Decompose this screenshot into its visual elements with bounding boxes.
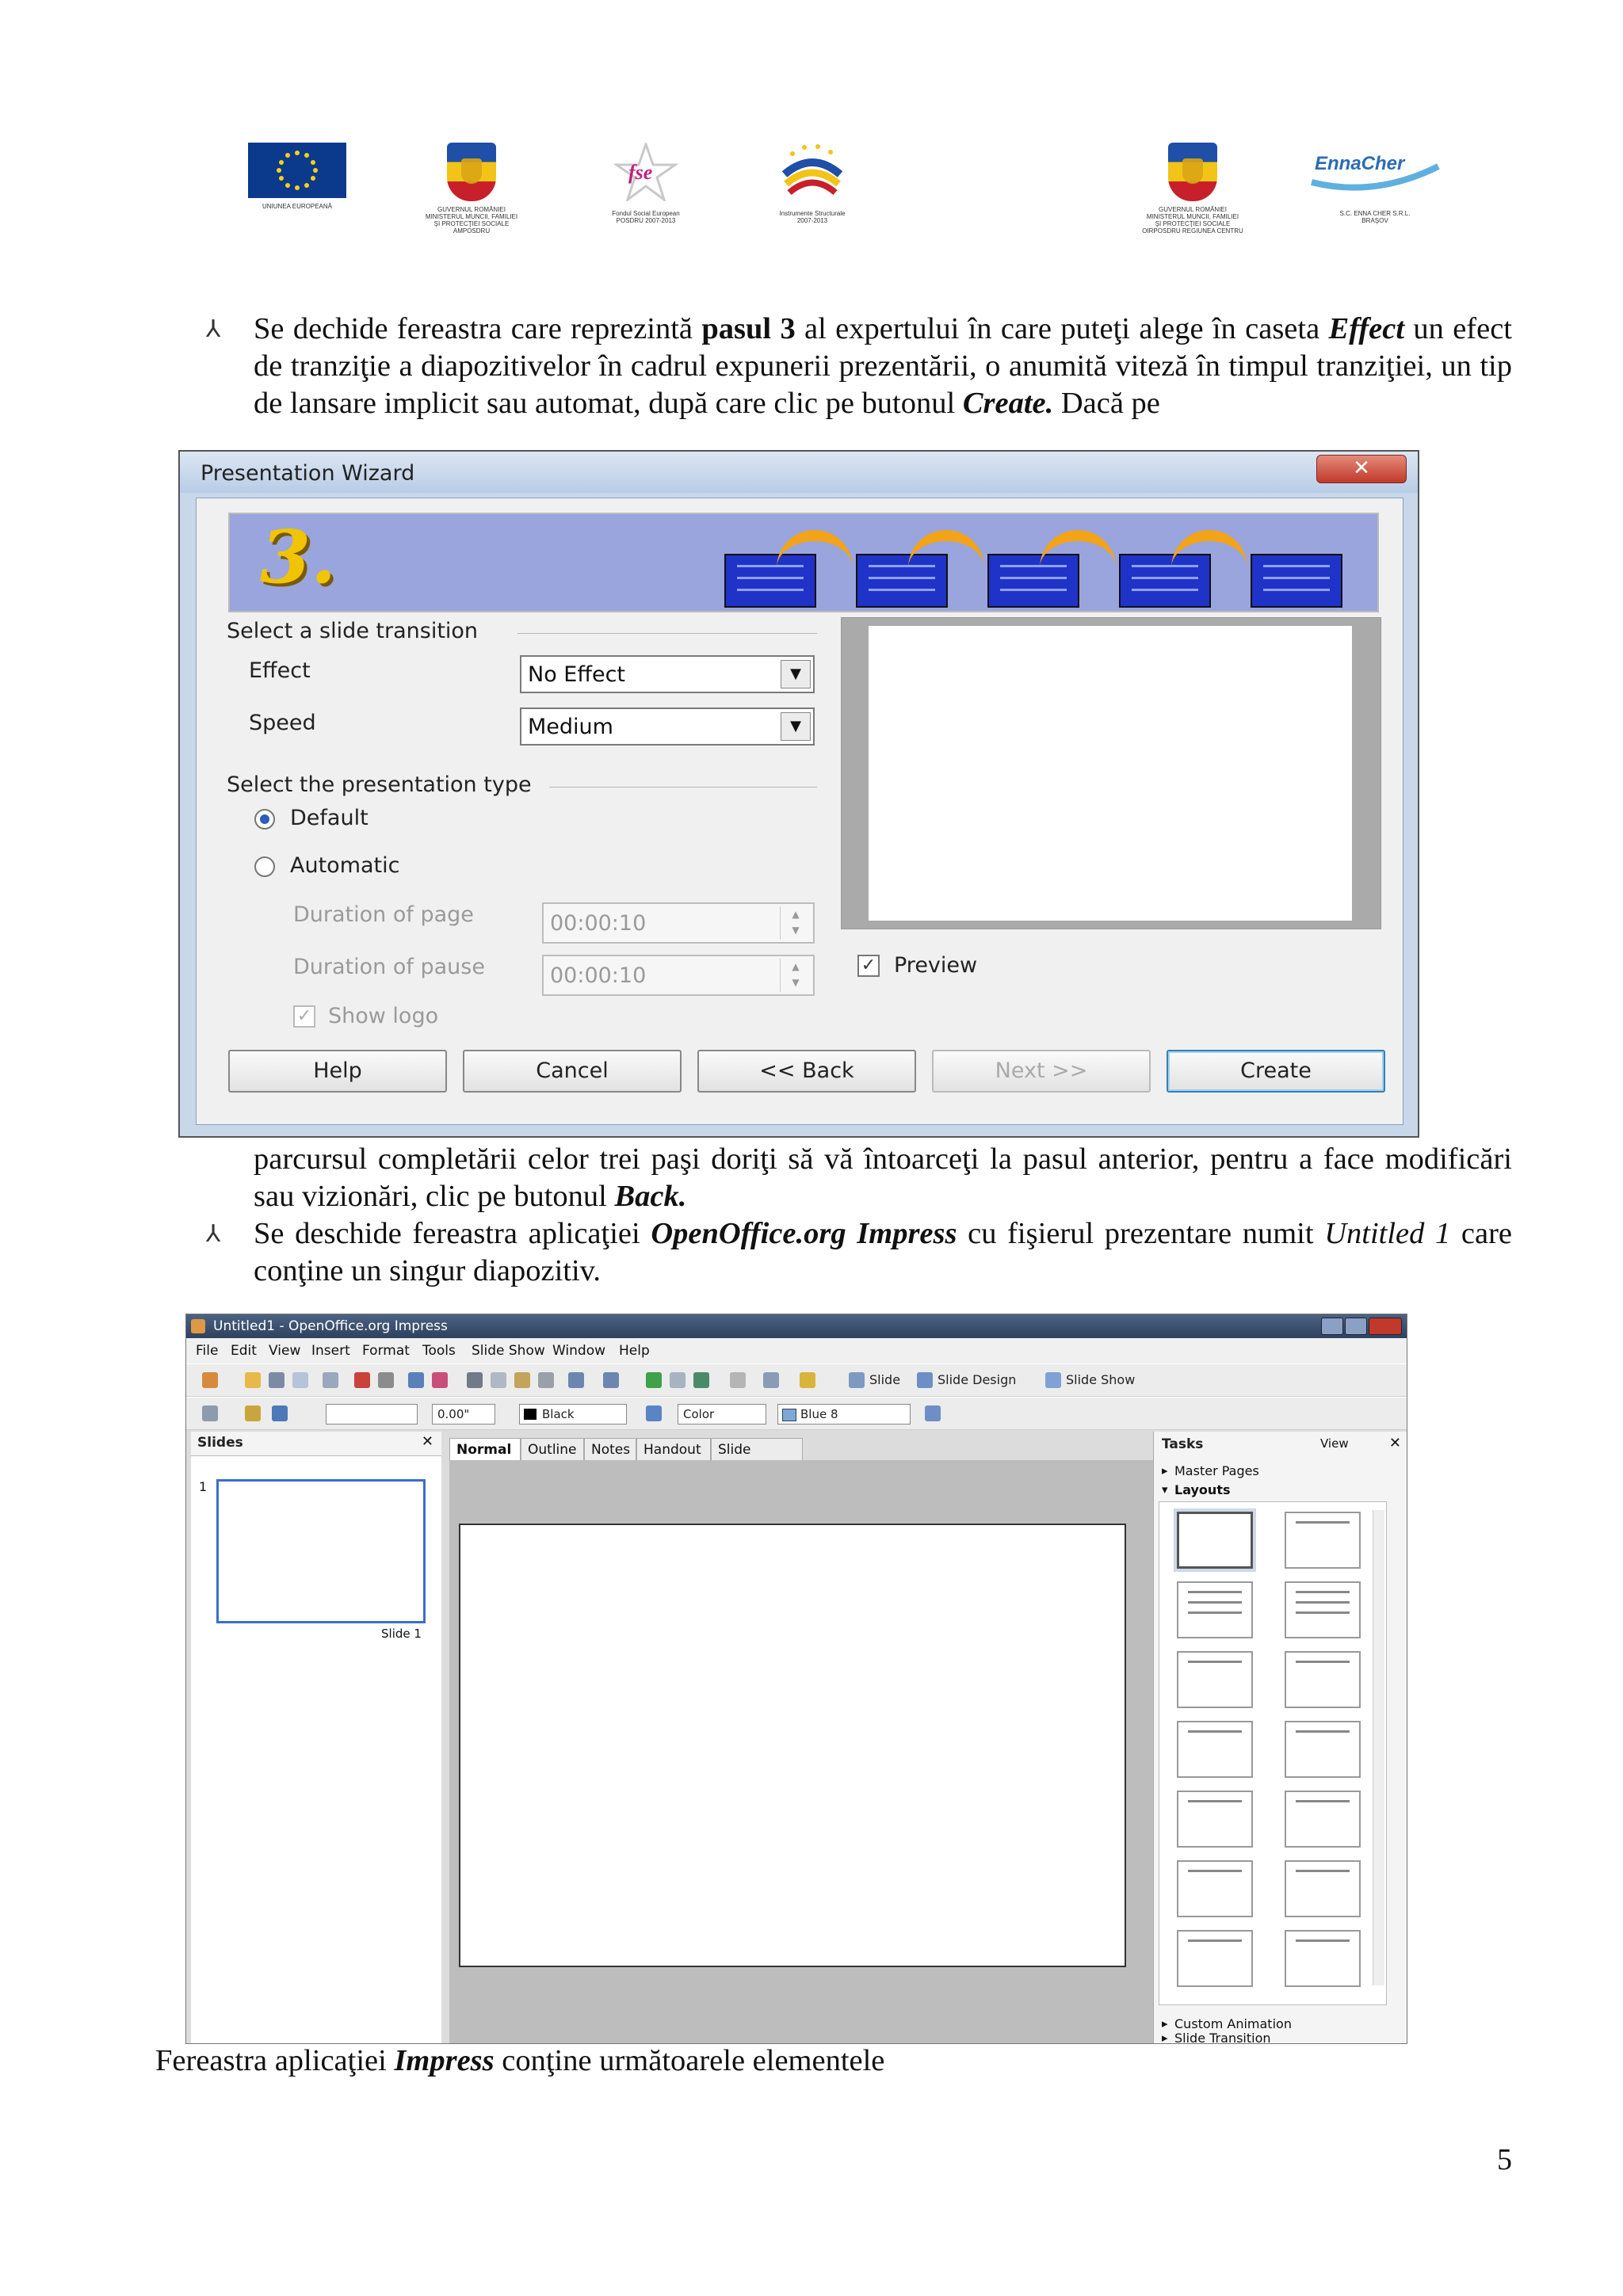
- menu-insert[interactable]: Insert: [311, 1343, 350, 1359]
- chevron-down-icon[interactable]: ▾: [1162, 1482, 1168, 1497]
- show-logo-checkbox[interactable]: ✓: [293, 1005, 315, 1028]
- impress-title: Untitled1 - OpenOffice.org Impress: [213, 1318, 448, 1334]
- layout-title-content[interactable]: [1177, 1581, 1253, 1638]
- structural-instruments-icon: [777, 143, 848, 201]
- cut-icon[interactable]: [467, 1372, 483, 1388]
- fse-star-icon: [614, 143, 678, 201]
- help-icon[interactable]: [800, 1372, 815, 1388]
- section-type-heading: Select the presentation type: [227, 772, 532, 797]
- menu-edit[interactable]: Edit: [231, 1343, 257, 1359]
- arrow-icon: [1040, 530, 1116, 582]
- text: Se dechide fereastra care reprezintă: [254, 312, 702, 345]
- close-button[interactable]: [1369, 1318, 1402, 1335]
- coat-of-arms-icon: [1168, 143, 1217, 201]
- paragraph-impress-elements: [155, 2042, 1503, 2080]
- duration-page-label: Duration of page: [293, 902, 474, 927]
- copy-icon[interactable]: [491, 1372, 506, 1388]
- master-pages-section[interactable]: Master Pages: [1174, 1463, 1259, 1478]
- menu-file[interactable]: File: [196, 1343, 219, 1359]
- arrow-icon: [908, 530, 984, 582]
- slide-thumbnail[interactable]: [216, 1479, 426, 1623]
- chevron-down-icon[interactable]: ▼: [781, 660, 811, 688]
- navigator-icon[interactable]: [693, 1372, 709, 1388]
- section-transition-heading: Select a slide transition: [227, 619, 479, 643]
- dialog-body: [196, 498, 1403, 1125]
- undo-icon[interactable]: [568, 1372, 584, 1388]
- chevron-right-icon[interactable]: ▸: [1162, 1463, 1168, 1478]
- edit-file-icon[interactable]: [323, 1372, 338, 1388]
- paragraph-back-info: [254, 1141, 1512, 1215]
- logo-caption: UNIUNEA EUROPEANĂ: [262, 203, 333, 210]
- minimize-button[interactable]: [1321, 1318, 1343, 1335]
- menu-tools[interactable]: Tools: [422, 1343, 456, 1359]
- text: Fereastra aplicaţiei: [155, 2044, 395, 2077]
- slide-icon: [1251, 554, 1342, 608]
- chart-icon[interactable]: [646, 1372, 662, 1388]
- effect-value: No Effect: [528, 662, 626, 687]
- logo-caption: S.C. ENNA CHER S.R.L. BRAŞOV: [1339, 210, 1411, 224]
- tab-normal[interactable]: Normal: [449, 1438, 521, 1460]
- effect-dropdown[interactable]: [520, 655, 815, 693]
- default-label: Default: [290, 806, 369, 830]
- paragraph-step3-intro: [254, 311, 1512, 422]
- text: un efect de tranziţie a diapozitivelor în cadrul expunerii prezentării, o anumită viteză în timpul tranziţiei, un tip de lansare implicit sau automat, după care clic pe butonul: [254, 312, 1512, 420]
- layout-title-2-content[interactable]: [1285, 1581, 1361, 1638]
- tab-outline[interactable]: Outline: [521, 1438, 584, 1460]
- cancel-button[interactable]: Cancel: [463, 1050, 682, 1093]
- duration-page-value: 00:00:10: [550, 911, 647, 936]
- ennacher-swoosh-icon: [1304, 143, 1446, 201]
- bold-italic-text: OpenOffice.org Impress: [651, 1217, 957, 1250]
- tasks-pane: [1153, 1432, 1407, 2043]
- layout-image-text[interactable]: [1177, 1791, 1253, 1848]
- back-button[interactable]: << Back: [697, 1050, 916, 1093]
- text: Dacă pe: [1053, 387, 1160, 420]
- section-divider: [517, 633, 817, 634]
- arrow-icon: [777, 530, 853, 582]
- next-button[interactable]: Next >>: [932, 1050, 1151, 1093]
- default-radio[interactable]: [254, 809, 275, 830]
- eu-flag-icon: [248, 143, 346, 198]
- effect-label: Effect: [249, 658, 311, 683]
- menu-view[interactable]: View: [269, 1343, 301, 1359]
- bold-italic-text: Back.: [614, 1180, 687, 1213]
- wizard-step-banner: [228, 513, 1379, 612]
- paragraph-impress-opens: [254, 1215, 1512, 1290]
- line-style-icon[interactable]: [245, 1405, 261, 1421]
- paste-icon[interactable]: [514, 1372, 530, 1388]
- line-style-select[interactable]: [326, 1404, 418, 1425]
- arrow-style-icon[interactable]: [272, 1405, 288, 1421]
- impress-app-icon: [191, 1319, 205, 1333]
- new-icon[interactable]: [202, 1372, 218, 1388]
- logo-caption: Instrumente Structurale 2007-2013: [779, 210, 846, 224]
- duration-pause-field[interactable]: [542, 955, 815, 996]
- chevron-down-icon[interactable]: ▼: [781, 712, 811, 741]
- chevron-right-icon[interactable]: ▸: [1162, 2031, 1168, 2044]
- slide-thumbnail-label: Slide 1: [381, 1627, 422, 1641]
- ro-crest-ministry-logo: [400, 143, 543, 235]
- layout-title-table[interactable]: [1285, 1721, 1361, 1778]
- preview-area: [841, 617, 1381, 929]
- spin-arrows-icon[interactable]: ▲ ▼: [780, 959, 811, 992]
- line-width-field[interactable]: 0.00": [432, 1404, 495, 1425]
- dialog-title: Presentation Wizard: [200, 461, 415, 486]
- format-paintbrush-icon[interactable]: [538, 1372, 554, 1388]
- export-pdf-icon[interactable]: [354, 1372, 370, 1388]
- text: conţine următoarele elementele: [494, 2044, 885, 2077]
- bold-italic-text: Impress: [394, 2044, 495, 2077]
- bold-text: pasul 3: [701, 312, 796, 345]
- save-icon[interactable]: [269, 1372, 285, 1388]
- ennacher-wordmark: EnnaCher: [1315, 153, 1405, 174]
- speed-dropdown[interactable]: [520, 707, 815, 746]
- layout-text-image[interactable]: [1177, 1860, 1253, 1917]
- tasks-pane-title: Tasks: [1162, 1436, 1204, 1452]
- duration-page-field[interactable]: [542, 902, 815, 944]
- text: Se deschide fereastra aplicaţiei: [254, 1217, 651, 1250]
- logo-caption: GUVERNUL ROMÂNIEI MINISTERUL MUNCII, FAMILIEI ŞI PROTECŢIEI SOCIALE OIRPOSDRU REGIUNEA CENTRU: [1142, 206, 1243, 235]
- layout-title-slide[interactable]: [1177, 1651, 1253, 1708]
- autospellcheck-icon[interactable]: [432, 1372, 448, 1388]
- automatic-label: Automatic: [290, 853, 400, 878]
- layouts-section[interactable]: Layouts: [1174, 1482, 1231, 1497]
- close-icon[interactable]: ✕: [421, 1433, 433, 1450]
- tab-notes[interactable]: Notes: [584, 1438, 636, 1460]
- layouts-gallery: [1159, 1501, 1387, 2005]
- tab-slide-sorter[interactable]: Slide: [711, 1438, 803, 1460]
- bullet-icon: ⅄: [206, 1220, 221, 1248]
- slide-design-button[interactable]: Slide Design: [938, 1372, 1017, 1387]
- page-number: 5: [1497, 2143, 1512, 2176]
- section-divider: [549, 787, 817, 788]
- arrow-icon: [1171, 530, 1247, 582]
- slide-canvas[interactable]: [459, 1524, 1126, 1967]
- speed-value: Medium: [528, 715, 613, 739]
- bullet-icon: ⅄: [206, 315, 221, 343]
- logo-caption: Fondul Social European POSDRU 2007-2013: [612, 210, 680, 224]
- layout-title-chart[interactable]: [1177, 1721, 1253, 1778]
- select-arrow-icon[interactable]: [202, 1405, 218, 1421]
- italic-text: Untitled 1: [1324, 1217, 1451, 1250]
- menu-window[interactable]: Window: [552, 1343, 606, 1359]
- create-button[interactable]: Create: [1167, 1050, 1385, 1093]
- slides-pane-title: Slides: [197, 1435, 243, 1451]
- slide-number: 1: [199, 1479, 208, 1494]
- email-icon[interactable]: [292, 1372, 308, 1388]
- custom-animation-section[interactable]: Custom Animation: [1174, 2016, 1292, 2031]
- zoom-icon[interactable]: [763, 1372, 779, 1388]
- fill-color-select[interactable]: Blue 8: [777, 1404, 911, 1425]
- menu-bar: [186, 1338, 1407, 1363]
- slide-transition-section[interactable]: Slide Transition: [1174, 2031, 1271, 2044]
- automatic-radio[interactable]: [254, 856, 275, 877]
- preview-checkbox[interactable]: ✓: [857, 955, 880, 977]
- help-button[interactable]: Help: [228, 1050, 447, 1093]
- fse-mark: fse: [628, 161, 653, 184]
- bold-italic-text: Effect: [1328, 312, 1405, 345]
- open-icon[interactable]: [245, 1372, 261, 1388]
- layout-title-only[interactable]: [1285, 1512, 1361, 1569]
- maximize-button[interactable]: [1345, 1318, 1367, 1335]
- spin-arrows-icon[interactable]: ▲ ▼: [780, 906, 811, 940]
- ro-crest-oirposdru-logo: [1113, 143, 1272, 235]
- text: cu fişierul prezentare numit: [957, 1217, 1325, 1250]
- speed-label: Speed: [249, 711, 316, 735]
- tab-handout[interactable]: Handout: [636, 1438, 711, 1460]
- line-color-select[interactable]: Black: [519, 1404, 627, 1425]
- slide-button[interactable]: Slide: [869, 1372, 901, 1387]
- slide-show-icon[interactable]: [1045, 1372, 1061, 1388]
- preview-label: Preview: [894, 953, 978, 978]
- show-logo-label: Show logo: [328, 1004, 439, 1028]
- new-slide-icon[interactable]: [849, 1372, 865, 1388]
- logo-header: [234, 143, 1454, 254]
- layout-text-chart[interactable]: [1285, 1791, 1361, 1848]
- grid-icon[interactable]: [730, 1372, 746, 1388]
- text: parcursul completării celor trei paşi doriţi să vă întoarceţi la pasul anterior, pentru a face modificări sau vizionări, clic pe butonul: [254, 1142, 1512, 1213]
- menu-help[interactable]: Help: [619, 1343, 650, 1359]
- coat-of-arms-icon: [447, 143, 496, 201]
- step-number: 3.: [260, 514, 337, 600]
- table-icon[interactable]: [670, 1372, 685, 1388]
- presentation-wizard-dialog: [178, 450, 1419, 1138]
- eu-flag-logo: [234, 143, 361, 210]
- area-style-icon[interactable]: [646, 1405, 662, 1421]
- slide-design-icon[interactable]: [917, 1372, 933, 1388]
- shadow-icon[interactable]: [925, 1405, 941, 1421]
- redo-icon[interactable]: [603, 1372, 619, 1388]
- slides-pane: [191, 1432, 441, 2043]
- layout-blank[interactable]: [1177, 1512, 1253, 1569]
- line-and-filling-toolbar: [186, 1397, 1407, 1430]
- impress-titlebar: [186, 1314, 1407, 1338]
- duration-pause-label: Duration of pause: [293, 955, 485, 979]
- fill-type-select[interactable]: Color: [678, 1404, 766, 1425]
- duration-pause-value: 00:00:10: [550, 963, 647, 988]
- menu-slide-show[interactable]: Slide Show: [472, 1343, 545, 1359]
- close-icon[interactable]: ✕: [1388, 1435, 1401, 1451]
- fse-logo: [582, 143, 709, 224]
- standard-toolbar: [186, 1363, 1407, 1397]
- print-icon[interactable]: [378, 1372, 394, 1388]
- ennacher-logo: [1296, 143, 1454, 224]
- layout-chart-text[interactable]: [1285, 1860, 1361, 1917]
- dialog-titlebar: [180, 452, 1418, 493]
- structural-instruments-logo: [749, 143, 876, 224]
- slide-show-button[interactable]: Slide Show: [1066, 1372, 1136, 1387]
- tasks-view-menu[interactable]: View: [1320, 1436, 1349, 1451]
- blue-swatch-icon: [782, 1409, 796, 1421]
- chevron-right-icon[interactable]: ▸: [1162, 2016, 1168, 2031]
- black-swatch-icon: [524, 1409, 537, 1420]
- logo-caption: GUVERNUL ROMÂNIEI MINISTERUL MUNCII, FAMILIEI ŞI PROTECŢIEI SOCIALE AMPOSDRU: [425, 206, 518, 235]
- bold-italic-text: Create.: [962, 387, 1054, 420]
- view-tabs: [449, 1438, 1163, 1460]
- impress-window: [185, 1314, 1407, 2044]
- layout-text-outline[interactable]: [1177, 1930, 1253, 1987]
- menu-format[interactable]: Format: [362, 1343, 410, 1359]
- text: care conţine un singur diapozitiv.: [254, 1217, 1513, 1287]
- layout-centered-text[interactable]: [1285, 1651, 1361, 1708]
- layouts-scrollbar[interactable]: [1373, 1510, 1384, 1985]
- spellcheck-icon[interactable]: [408, 1372, 424, 1388]
- layout-outline-text[interactable]: [1285, 1930, 1361, 1987]
- close-button[interactable]: ✕: [1316, 455, 1407, 483]
- text: al expertului în care puteţi alege în caseta: [795, 312, 1329, 345]
